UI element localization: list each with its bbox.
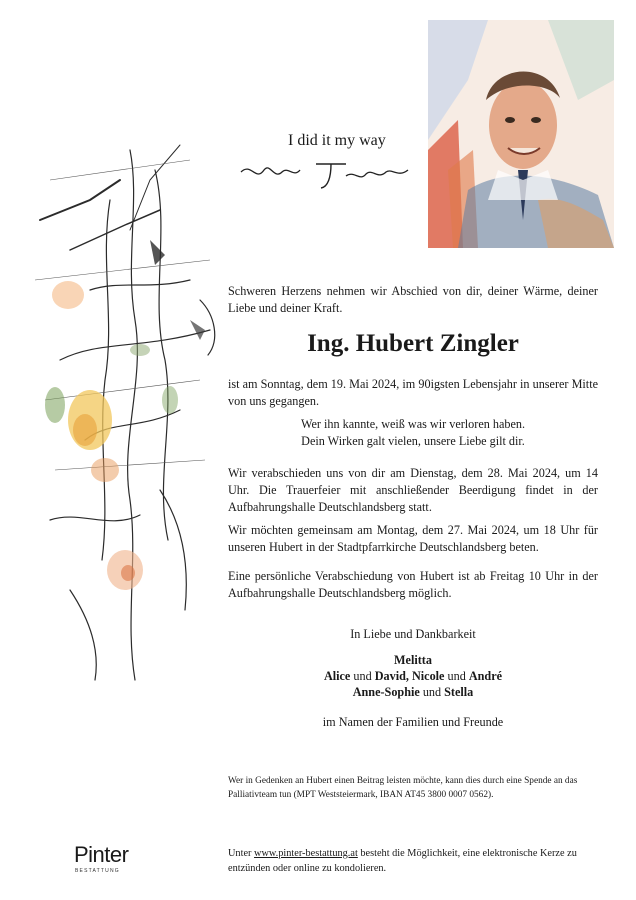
family-names: Melitta Alice und David, Nicole und André Anne-Sophie und Stella [323,653,503,699]
death-notice: ist am Sonntag, dem 19. Mai 2024, im 90igsten Lebensjahr in unserer Mitte von uns gegangen. [228,377,598,408]
quote-line: Wer ihn kannte, weiß was wir verloren haben. [300,417,526,431]
family-name: Melitta [394,653,432,667]
family-name: Alice [323,669,351,683]
family-name: André [468,669,503,683]
quote-line: Dein Wirken galt vielen, unsere Liebe gilt dir. [301,434,525,448]
quote [228,416,598,450]
signature [236,152,426,192]
family-name: Anne-Sophie [352,685,420,699]
motto: I did it my way [288,132,386,149]
intro-text: Schweren Herzens nehmen wir Abschied von dir, deiner Wärme, deiner Liebe und deiner Kraft. [228,284,598,315]
family-name: Stella [444,685,474,699]
deceased-name: Ing. Hubert Zingler [307,330,519,357]
footer-text: Unter www.pinter-bestattung.at besteht die Möglichkeit, eine elektronische Kerze zu entzünden oder online zu kondolieren. [228,848,577,874]
family-name: David, Nicole [374,669,445,683]
portrait-image [428,20,614,248]
pinter-logo: Pinter BESTATTUNG [74,842,129,874]
flower-artwork [30,140,230,685]
farewell-text: Wir verabschieden uns von dir am Dienstag, dem 28. Mai 2024, um 14 Uhr. Die Trauerfeier mit anschließender Beerdigung findet in der Aufbahrungshalle Deutschlandsberg statt. [228,466,598,514]
prayer-text: Wir möchten gemeinsam am Montag, dem 27. Mai 2024, um 18 Uhr für unseren Hubert in der Stadtpfarrkirche Deutschlandsberg beten. [228,523,598,554]
closing-text: In Liebe und Dankbarkeit [350,627,476,641]
website-link[interactable]: www.pinter-bestattung.at [254,848,358,859]
on-behalf-text: im Namen der Familien und Freunde [322,715,504,729]
donation-text: Wer in Gedenken an Hubert einen Beitrag leisten möchte, kann dies durch eine Spende an das Palliativteam tun (MPT Weststeiermark, IBAN AT45 3800 0007 0562). [228,776,578,800]
viewing-text: Eine persönliche Verabschiedung von Hubert ist ab Freitag 10 Uhr in der Aufbahrungshalle Deutschlandsberg möglich. [228,569,598,600]
